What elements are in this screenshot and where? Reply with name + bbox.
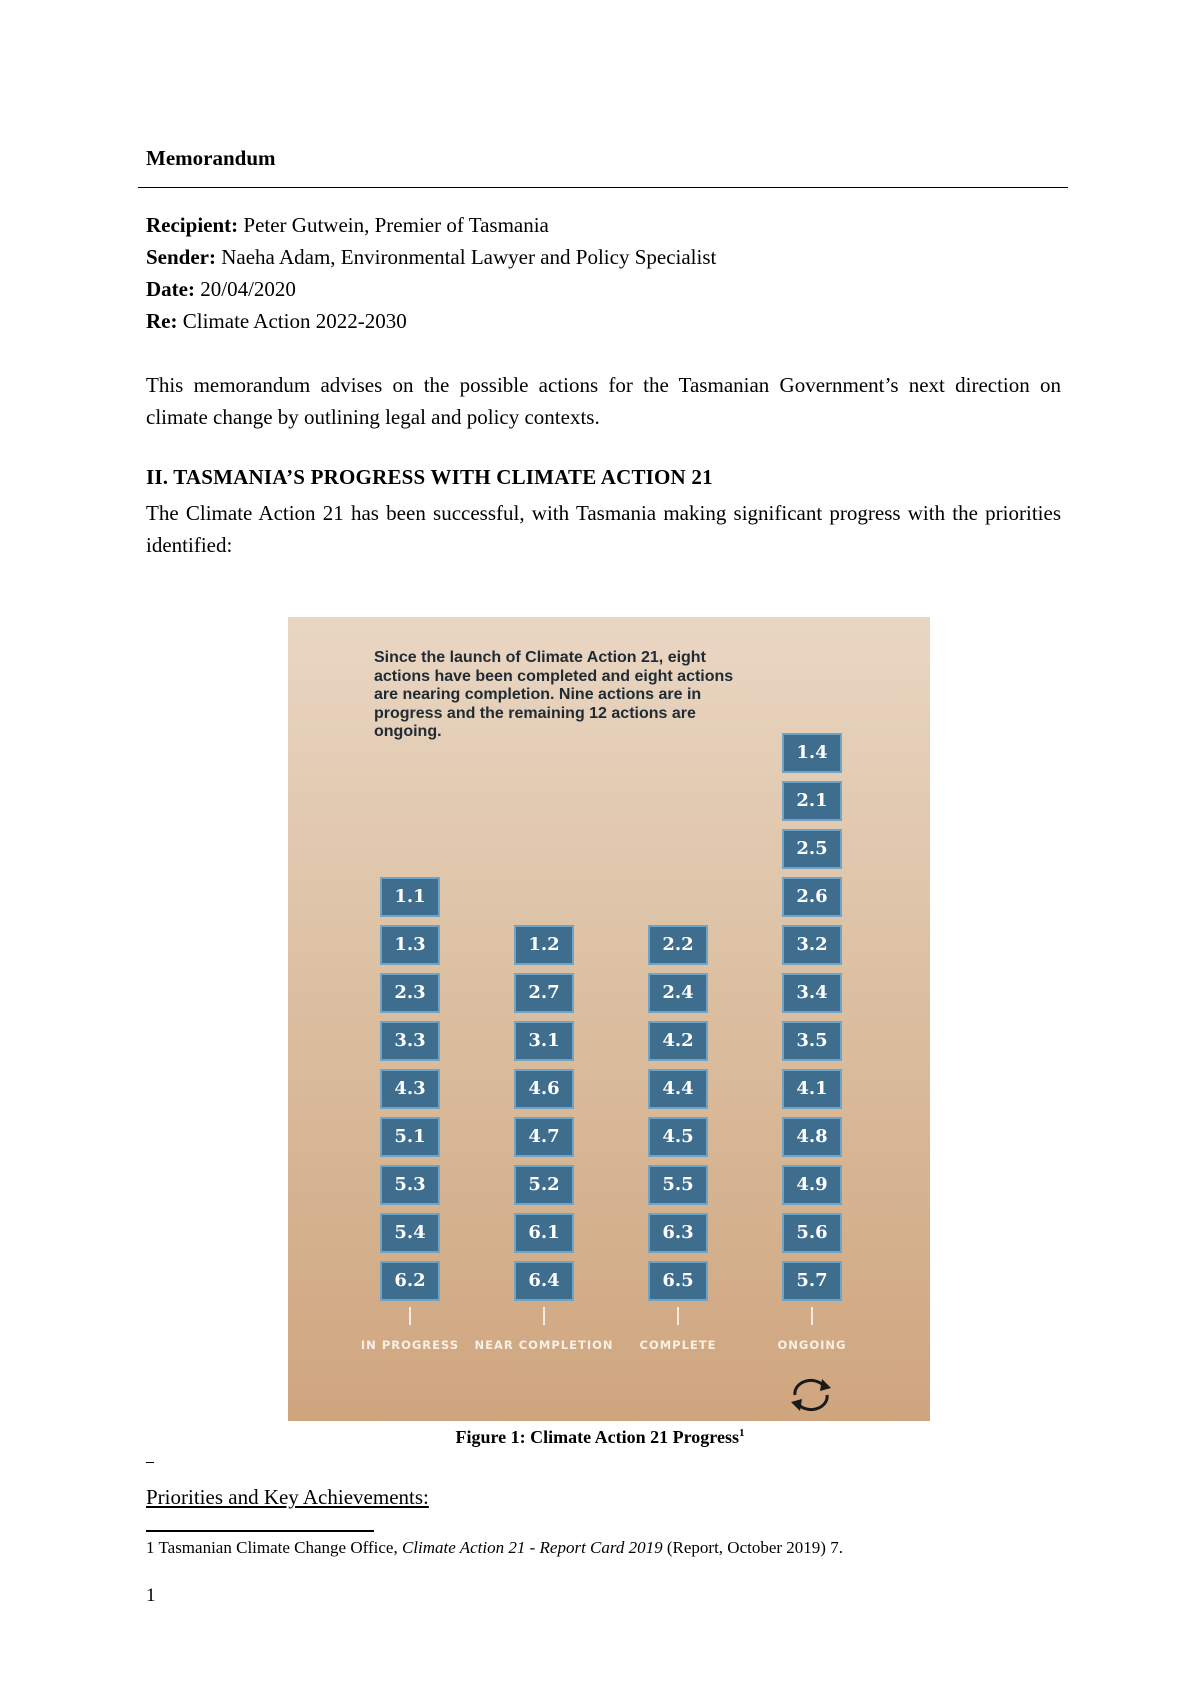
- progress-figure: [288, 617, 930, 1421]
- action-tile: 5.7: [782, 1261, 842, 1301]
- action-tile: 5.2: [514, 1165, 574, 1205]
- action-tile: 3.4: [782, 973, 842, 1013]
- column-label: COMPLETE: [639, 1338, 717, 1352]
- action-tile: 4.6: [514, 1069, 574, 1109]
- cycle-arrows-icon: [786, 1375, 836, 1415]
- action-tile: 2.6: [782, 877, 842, 917]
- action-tile: 3.5: [782, 1021, 842, 1061]
- action-tile: 5.3: [380, 1165, 440, 1205]
- action-tile: 1.4: [782, 733, 842, 773]
- action-tile: 4.9: [782, 1165, 842, 1205]
- action-tile: 4.8: [782, 1117, 842, 1157]
- action-tile: 3.3: [380, 1021, 440, 1061]
- re-line: [146, 305, 407, 337]
- sender-value: Naeha Adam, Environmental Lawyer and Policy Specialist: [221, 245, 717, 269]
- figure-note: Since the launch of Climate Action 21, eight actions have been completed and eight actions are nearing completion. Nine actions are in progress and the remaining 12 actions are ongoing.: [374, 649, 734, 740]
- priorities-heading: Priorities and Key Achievements:: [146, 1485, 429, 1509]
- footnote-title: Climate Action 21 - Report Card 2019: [401, 1538, 663, 1557]
- sender-line: [146, 241, 716, 273]
- date-label: Date:: [146, 277, 195, 301]
- sender-label: Sender:: [146, 245, 216, 269]
- action-tile: 1.1: [380, 877, 440, 917]
- recipient-label: Recipient:: [146, 213, 239, 237]
- stray-mark: [146, 1462, 154, 1463]
- date-value: 20/04/2020: [200, 277, 296, 301]
- action-tile: 4.4: [648, 1069, 708, 1109]
- footnote: [146, 1538, 843, 1558]
- section-paragraph: The Climate Action 21 has been successful, with Tasmania making significant progress with the priorities identified:: [146, 501, 1061, 557]
- column-tick: [811, 1307, 813, 1325]
- action-tile: 4.5: [648, 1117, 708, 1157]
- action-tile: 2.3: [380, 973, 440, 1013]
- figure-caption-text: Figure 1: Climate Action 21 Progress: [455, 1427, 739, 1447]
- action-tile: 2.1: [782, 781, 842, 821]
- footnote-details: (Report, October 2019) 7.: [666, 1538, 843, 1557]
- recipient-value: Peter Gutwein, Premier of Tasmania: [243, 213, 549, 237]
- footnote-author: Tasmanian Climate Change Office,: [158, 1538, 398, 1557]
- figure-caption: [0, 1427, 1200, 1448]
- action-tile: 5.6: [782, 1213, 842, 1253]
- column-label: ONGOING: [777, 1338, 847, 1352]
- action-tile: 5.1: [380, 1117, 440, 1157]
- footnote-number: 1: [146, 1538, 155, 1557]
- action-tile: 1.2: [514, 925, 574, 965]
- action-tile: 3.2: [782, 925, 842, 965]
- action-tile: 6.5: [648, 1261, 708, 1301]
- page-number: 1: [146, 1585, 156, 1606]
- action-tile: 4.1: [782, 1069, 842, 1109]
- header-rule: [138, 187, 1068, 188]
- column-label: IN PROGRESS: [360, 1338, 460, 1352]
- section-heading: II. TASMANIA’S PROGRESS WITH CLIMATE ACTION 21: [146, 465, 713, 489]
- recipient-line: [146, 209, 549, 241]
- action-tile: 1.3: [380, 925, 440, 965]
- action-tile: 4.3: [380, 1069, 440, 1109]
- action-tile: 2.2: [648, 925, 708, 965]
- footnote-ref: 1: [738, 1427, 745, 1439]
- memo-title: Memorandum: [146, 146, 276, 170]
- action-tile: 6.2: [380, 1261, 440, 1301]
- intro-paragraph: This memorandum advises on the possible actions for the Tasmanian Government’s next direction on climate change by outlining legal and policy contexts.: [146, 373, 1061, 429]
- date-line: [146, 273, 296, 305]
- re-label: Re:: [146, 309, 178, 333]
- re-value: Climate Action 2022-2030: [182, 309, 407, 333]
- action-tile: 4.7: [514, 1117, 574, 1157]
- action-tile: 6.3: [648, 1213, 708, 1253]
- action-tile: 6.4: [514, 1261, 574, 1301]
- footnote-rule: [146, 1530, 374, 1532]
- column-label: NEAR COMPLETION: [474, 1338, 614, 1352]
- action-tile: 2.4: [648, 973, 708, 1013]
- action-tile: 5.4: [380, 1213, 440, 1253]
- action-tile: 2.7: [514, 973, 574, 1013]
- action-tile: 2.5: [782, 829, 842, 869]
- action-tile: 5.5: [648, 1165, 708, 1205]
- column-tick: [543, 1307, 545, 1325]
- action-tile: 6.1: [514, 1213, 574, 1253]
- action-tile: 4.2: [648, 1021, 708, 1061]
- column-tick: [677, 1307, 679, 1325]
- action-tile: 3.1: [514, 1021, 574, 1061]
- column-tick: [409, 1307, 411, 1325]
